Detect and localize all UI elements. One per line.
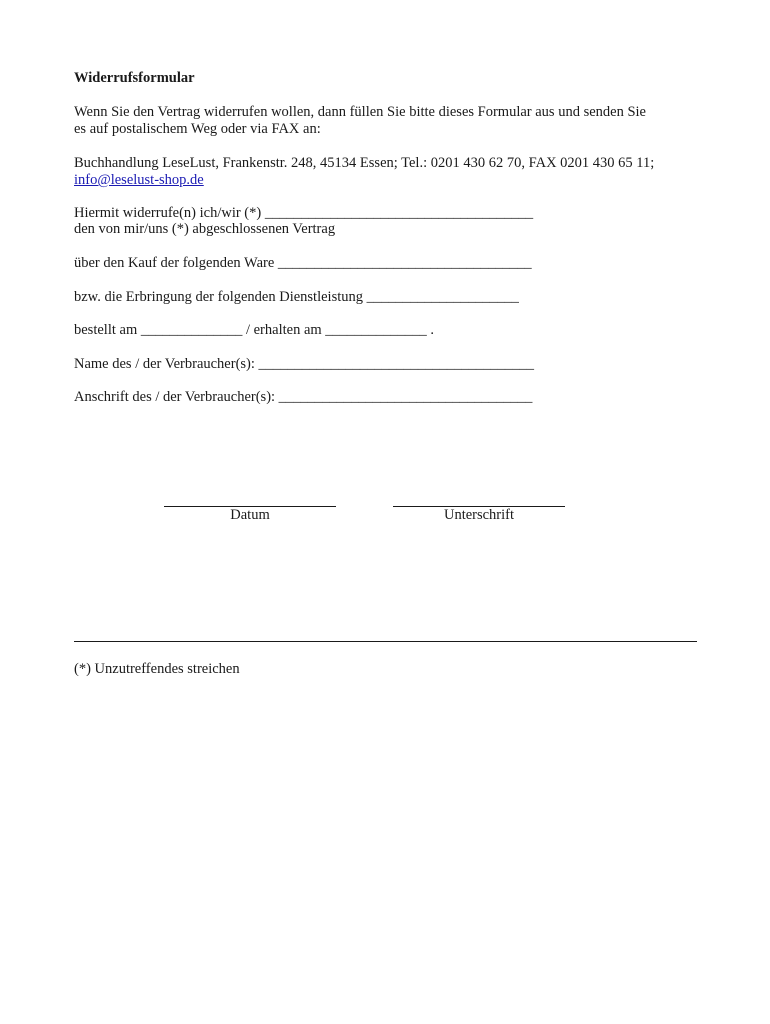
revoke-field-line: Hiermit widerrufe(n) ich/wir (*) _____________________________________ (74, 205, 534, 221)
intro-text-line-1: Wenn Sie den Vertrag widerrufen wollen, dann füllen Sie bitte dieses Formular aus und senden Sie (74, 104, 646, 120)
date-caption: Datum (230, 507, 270, 523)
contract-line: den von mir/uns (*) abgeschlossenen Vertrag (74, 221, 336, 237)
goods-field-line: über den Kauf der folgenden Ware ___________________________________ (74, 255, 532, 271)
footnote-divider (74, 641, 697, 642)
dates-field-line: bestellt am ______________ / erhalten am ______________ . (74, 322, 435, 338)
signature-caption: Unterschrift (443, 507, 515, 523)
consumer-name-field-line: Name des / der Verbraucher(s): ______________________________________ (74, 356, 535, 372)
service-field-line: bzw. die Erbringung der folgenden Dienstleistung _____________________ (74, 289, 519, 305)
date-signature-block (164, 490, 336, 524)
email-link[interactable]: info@leselust-shop.de (74, 172, 204, 188)
signature-block (393, 490, 565, 524)
company-address: Buchhandlung LeseLust, Frankenstr. 248, 45134 Essen; Tel.: 0201 430 62 70, FAX 0201 430 65 11; (74, 155, 655, 171)
intro-text-line-2: es auf postalischem Weg oder via FAX an: (74, 121, 321, 137)
form-title: Widerrufsformular (74, 70, 195, 86)
footnote: (*) Unzutreffendes streichen (74, 661, 240, 677)
consumer-address-field-line: Anschrift des / der Verbraucher(s): ___________________________________ (74, 389, 533, 405)
